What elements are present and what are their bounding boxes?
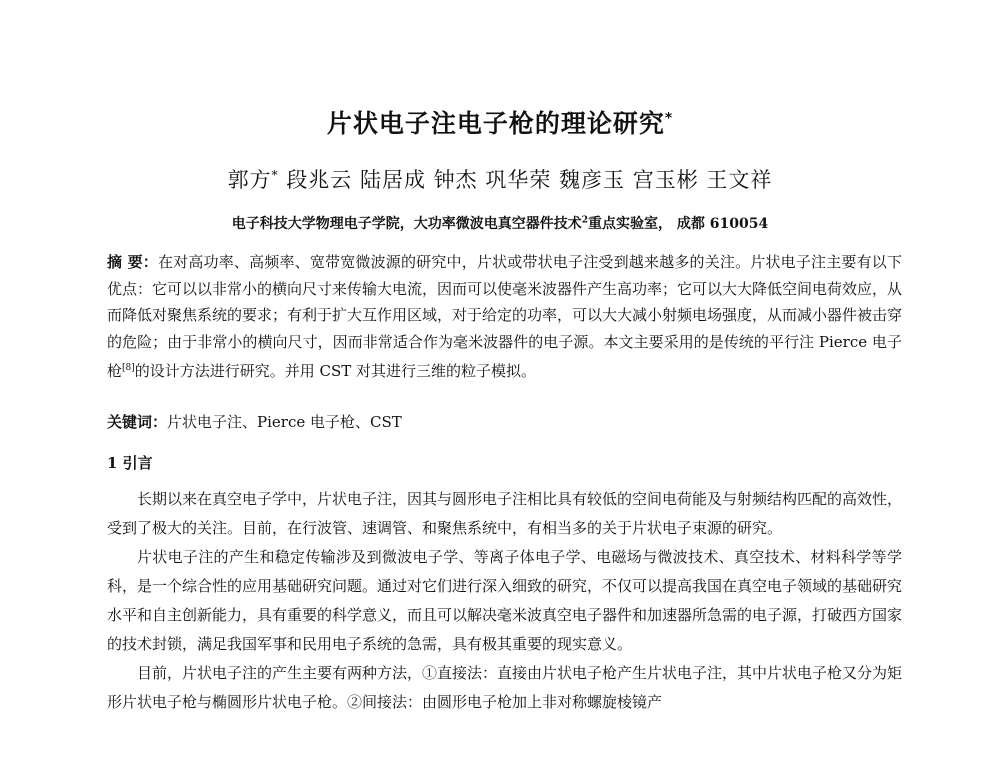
body-paragraph: 片状电子注的产生和稳定传输涉及到微波电子学、等离子体电子学、电磁场与微波技术、真空技术、材料科学等学科，是一个综合性的应用基础研究问题。通过对它们进行深入细致的研究，不仅可以提高我国在真空电子领域的基础研究水平和自主创新能力，具有重要的科学意义，而且可以解决毫米波真空电子器件和加速器所急需的电子源，打破西方国家的技术封锁，满足我国军事和民用电子系统的急需，具有极其重要的现实意义。 [107, 548, 903, 653]
body-paragraph: 目前，片状电子注的产生主要有两种方法，①直接法：直接由片状电子枪产生片状电子注，其中片状电子枪又分为矩形片状电子枪与椭圆形片状电子枪。②间接法：由圆形电子枪加上非对称螺旋棱镜产 [107, 664, 903, 711]
citation-ref: [8] [122, 363, 135, 373]
affiliation-part1: 电子科技大学物理电子学院，大功率微波电真空器件技术 [231, 216, 582, 232]
paper-title [0, 104, 1000, 140]
title-footnote-mark: * [664, 110, 674, 127]
body-paragraph: 长期以来在真空电子学中，片状电子注，因其与圆形电子注相比具有较低的空间电荷能及与射频结构匹配的高效性，受到了极大的关注。目前，在行波管、速调管、和聚焦系统中，有相当多的关于片状电子束源的研究。 [107, 490, 903, 537]
corresponding-author-mark: * [271, 168, 279, 182]
affiliation-mark: 2 [581, 215, 589, 226]
paper-title-text: 片状电子注电子枪的理论研究 [326, 109, 665, 138]
section-body [107, 485, 902, 717]
first-author: 郭方 [227, 168, 272, 192]
keywords-label: 关键词： [107, 413, 168, 431]
abstract [107, 249, 902, 385]
affiliation-part2: 重点实验室， 成都 610054 [588, 216, 769, 232]
keywords [107, 409, 902, 435]
abstract-text-1: 在对高功率、高频率、宽带宽微波源的研究中，片状或带状电子注受到越来越多的关注。片状电子注主要有以下优点：它可以以非常小的横向尺寸来传输大电流，因而可以使毫米波器件产生高功率；它可以大大降低空间电荷效应，从而降低对聚焦系统的要求；有利于扩大互作用区域，对于给定的功率，可以大大减小射频电场强度，从而减小器件被击穿的危险；由于非常小的横向尺寸，因而非常适合作为毫米波器件的电子源。本文主要采用的是传统的平行注 Pierce 电子枪 [107, 253, 903, 380]
abstract-text-2: 的设计方法进行研究。并用 CST 对其进行三维的粒子模拟。 [134, 362, 537, 380]
other-authors: 段兆云 陆居成 钟杰 巩华荣 魏彦玉 宫玉彬 王文祥 [286, 168, 773, 192]
affiliation [0, 213, 1000, 233]
keywords-text: 片状电子注、Pierce 电子枪、CST [167, 413, 402, 431]
author-list [0, 164, 1000, 194]
section-heading: 1 引言 [107, 454, 153, 472]
abstract-label: 摘 要： [107, 253, 158, 271]
